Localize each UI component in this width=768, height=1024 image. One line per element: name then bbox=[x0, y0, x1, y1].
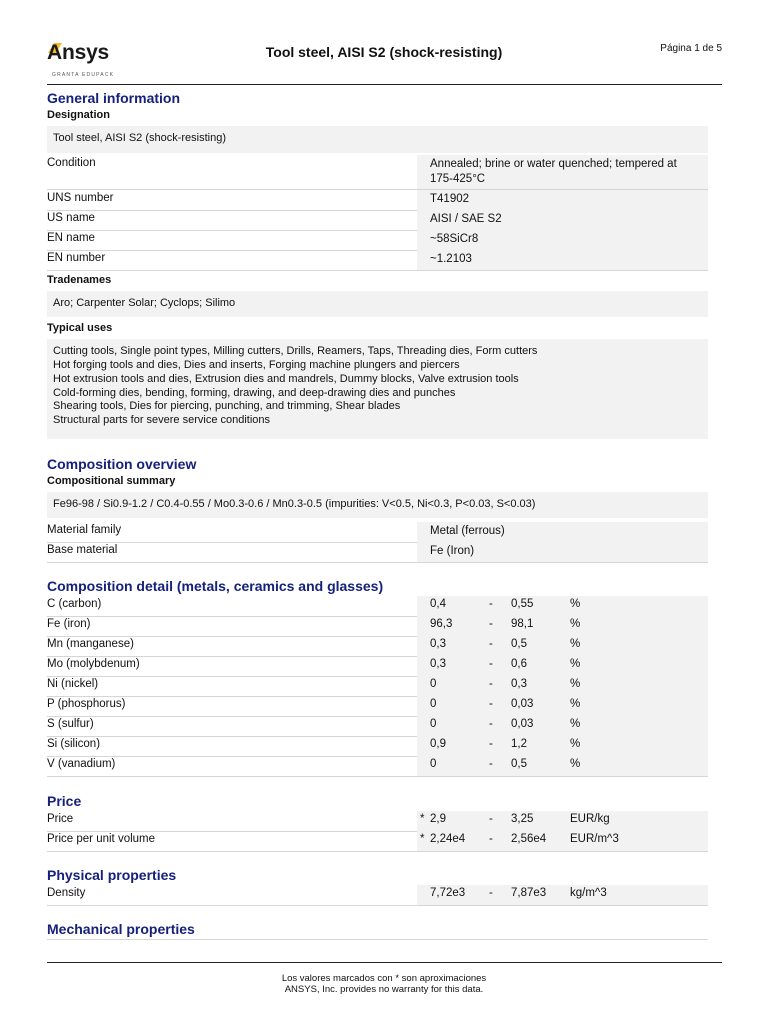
unit: kg/m^3 bbox=[570, 887, 607, 899]
range-separator: - bbox=[489, 813, 493, 825]
designation-box bbox=[47, 126, 708, 153]
value-cell-background bbox=[417, 676, 708, 696]
property-row-condition bbox=[47, 155, 708, 190]
property-label: Si (silicon) bbox=[47, 738, 101, 750]
designation-label: Designation bbox=[47, 109, 110, 121]
page-number: Página 1 de 5 bbox=[660, 43, 722, 54]
range-row bbox=[47, 636, 708, 657]
range-max: 0,5 bbox=[511, 758, 527, 770]
range-min: 0 bbox=[430, 718, 437, 730]
property-row-us-name bbox=[47, 210, 708, 231]
property-row-material-family bbox=[47, 522, 708, 543]
range-max: 0,03 bbox=[511, 718, 534, 730]
property-value: Fe (Iron) bbox=[430, 545, 475, 557]
property-value: AISI / SAE S2 bbox=[430, 213, 502, 225]
footer-note: Los valores marcados con * son aproximaciones bbox=[281, 973, 487, 984]
range-separator: - bbox=[489, 658, 493, 670]
property-row-en-number bbox=[47, 250, 708, 271]
document-title: Tool steel, AISI S2 (shock-resisting) bbox=[265, 44, 503, 60]
tradenames-box bbox=[47, 291, 708, 317]
section-price: Price bbox=[47, 793, 82, 809]
range-row bbox=[47, 696, 708, 717]
unit: EUR/m^3 bbox=[570, 833, 619, 845]
range-min: 2,9 bbox=[430, 813, 446, 825]
tradenames-value: Aro; Carpenter Solar; Cyclops; Silimo bbox=[53, 297, 236, 309]
range-min: 0 bbox=[430, 678, 437, 690]
logo-text: Ansys bbox=[47, 41, 110, 64]
section-divider bbox=[47, 939, 708, 940]
range-row bbox=[47, 676, 708, 697]
value-cell-background bbox=[417, 696, 708, 716]
range-separator: - bbox=[489, 833, 493, 845]
range-min: 7,72e3 bbox=[430, 887, 466, 899]
unit: % bbox=[570, 618, 581, 630]
approximation-marker: * bbox=[420, 833, 425, 845]
property-label: Material family bbox=[47, 524, 122, 536]
property-value: ~58SiCr8 bbox=[430, 233, 479, 245]
range-max: 98,1 bbox=[511, 618, 534, 630]
range-max: 0,6 bbox=[511, 658, 527, 670]
footer-disclaimer: ANSYS, Inc. provides no warranty for this data. bbox=[284, 984, 484, 995]
property-label: S (sulfur) bbox=[47, 718, 94, 730]
range-max: 7,87e3 bbox=[511, 887, 547, 899]
logo-subtitle: GRANTA EDUPACK bbox=[52, 72, 115, 78]
property-label: P (phosphorus) bbox=[47, 698, 126, 710]
range-row bbox=[47, 756, 708, 777]
range-row bbox=[47, 596, 708, 617]
property-label: US name bbox=[47, 212, 95, 224]
value-cell-background bbox=[417, 616, 708, 636]
property-label: Density bbox=[47, 887, 86, 899]
unit: % bbox=[570, 658, 581, 670]
range-separator: - bbox=[489, 638, 493, 650]
range-max: 1,2 bbox=[511, 738, 527, 750]
property-label: Ni (nickel) bbox=[47, 678, 99, 690]
value-cell-background bbox=[417, 716, 708, 736]
property-label: EN name bbox=[47, 232, 95, 244]
typical-use-line: Structural parts for severe service conditions bbox=[53, 414, 271, 426]
range-row bbox=[47, 716, 708, 737]
range-separator: - bbox=[489, 618, 493, 630]
footer-divider bbox=[47, 962, 722, 963]
unit: EUR/kg bbox=[570, 813, 610, 825]
unit: % bbox=[570, 738, 581, 750]
designation-value: Tool steel, AISI S2 (shock-resisting) bbox=[53, 132, 227, 144]
range-separator: - bbox=[489, 698, 493, 710]
section-physical-properties: Physical properties bbox=[47, 867, 177, 883]
property-label: EN number bbox=[47, 252, 106, 264]
property-label: Price per unit volume bbox=[47, 833, 156, 845]
property-label: Price bbox=[47, 813, 74, 825]
range-separator: - bbox=[489, 738, 493, 750]
range-row bbox=[47, 831, 708, 852]
range-row bbox=[47, 885, 708, 906]
header-divider bbox=[47, 84, 722, 85]
property-row-uns-number bbox=[47, 190, 708, 211]
typical-use-line: Cutting tools, Single point types, Milling cutters, Drills, Reamers, Taps, Threading dies, Form cutters bbox=[53, 345, 538, 357]
approximation-marker: * bbox=[420, 813, 425, 825]
range-row bbox=[47, 811, 708, 832]
section-composition-overview: Composition overview bbox=[47, 456, 197, 472]
range-min: 0 bbox=[430, 698, 437, 710]
range-min: 96,3 bbox=[430, 618, 453, 630]
value-cell-background bbox=[417, 756, 708, 776]
range-min: 2,24e4 bbox=[430, 833, 466, 845]
typical-use-line: Shearing tools, Dies for piercing, punching, and trimming, Shear blades bbox=[53, 400, 401, 412]
property-value: T41902 bbox=[430, 193, 470, 205]
property-label: Mn (manganese) bbox=[47, 638, 134, 650]
compositional-summary-value: Fe96-98 / Si0.9-1.2 / C0.4-0.55 / Mo0.3-0.6 / Mn0.3-0.5 (impurities: V<0.5, Ni<0.3, P<0.03, S<0.03) bbox=[53, 498, 536, 510]
property-row-en-name bbox=[47, 230, 708, 251]
unit: % bbox=[570, 698, 581, 710]
ansys-logo bbox=[47, 40, 127, 82]
typical-uses-label: Typical uses bbox=[47, 322, 113, 334]
section-composition-detail: Composition detail (metals, ceramics and glasses) bbox=[47, 578, 384, 594]
range-min: 0 bbox=[430, 758, 437, 770]
range-max: 2,56e4 bbox=[511, 833, 547, 845]
range-min: 0,9 bbox=[430, 738, 446, 750]
property-value: Annealed; brine or water quenched; tempered at 175-425°C bbox=[430, 158, 677, 185]
value-cell-background bbox=[417, 636, 708, 656]
property-row-base-material bbox=[47, 542, 708, 563]
range-row bbox=[47, 736, 708, 757]
unit: % bbox=[570, 598, 581, 610]
typical-use-line: Hot forging tools and dies, Dies and inserts, Forging machine plungers and piercers bbox=[53, 359, 460, 371]
range-row bbox=[47, 616, 708, 637]
property-value: ~1.2103 bbox=[430, 253, 472, 265]
value-cell-background bbox=[417, 656, 708, 676]
range-min: 0,3 bbox=[430, 638, 446, 650]
property-value: Metal (ferrous) bbox=[430, 525, 505, 537]
range-row bbox=[47, 656, 708, 677]
range-max: 3,25 bbox=[511, 813, 534, 825]
typical-use-line: Cold-forming dies, bending, forming, drawing, and deep-drawing dies and punches bbox=[53, 387, 456, 399]
typical-uses-box bbox=[47, 339, 708, 439]
unit: % bbox=[570, 758, 581, 770]
range-separator: - bbox=[489, 598, 493, 610]
property-label: UNS number bbox=[47, 192, 114, 204]
property-label: C (carbon) bbox=[47, 598, 102, 610]
value-cell-background bbox=[417, 596, 708, 616]
compositional-summary-label: Compositional summary bbox=[47, 475, 176, 487]
range-separator: - bbox=[489, 718, 493, 730]
value-cell-background bbox=[417, 736, 708, 756]
unit: % bbox=[570, 638, 581, 650]
range-max: 0,3 bbox=[511, 678, 527, 690]
property-label: Fe (iron) bbox=[47, 618, 91, 630]
value-cell-background bbox=[417, 811, 708, 831]
section-mechanical-properties: Mechanical properties bbox=[47, 921, 195, 937]
range-max: 0,5 bbox=[511, 638, 527, 650]
property-label: Condition bbox=[47, 157, 96, 169]
range-max: 0,55 bbox=[511, 598, 534, 610]
compositional-summary-box bbox=[47, 492, 708, 518]
range-min: 0,4 bbox=[430, 598, 446, 610]
range-min: 0,3 bbox=[430, 658, 446, 670]
tradenames-label: Tradenames bbox=[47, 274, 112, 286]
property-label: V (vanadium) bbox=[47, 758, 116, 770]
property-label: Base material bbox=[47, 544, 118, 556]
range-separator: - bbox=[489, 758, 493, 770]
section-general-information: General information bbox=[47, 90, 181, 106]
unit: % bbox=[570, 678, 581, 690]
typical-use-line: Hot extrusion tools and dies, Extrusion dies and mandrels, Dummy blocks, Valve extrusion tools bbox=[53, 373, 519, 385]
range-separator: - bbox=[489, 887, 493, 899]
range-max: 0,03 bbox=[511, 698, 534, 710]
range-separator: - bbox=[489, 678, 493, 690]
property-label: Mo (molybdenum) bbox=[47, 658, 140, 670]
unit: % bbox=[570, 718, 581, 730]
